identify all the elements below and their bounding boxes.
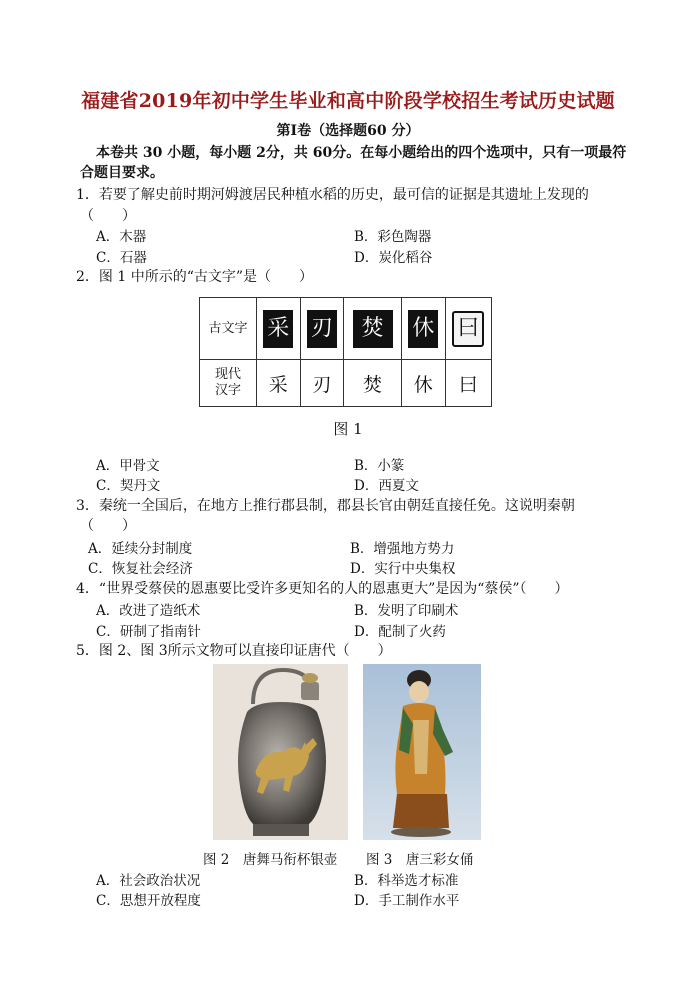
ancient-glyph-image: 刃 [307,310,337,348]
q5-option-d[interactable]: D．手工制作水平 [354,893,460,909]
question-text: 若要了解史前时期河姆渡居民种植水稻的历史，最可信的证据是其遗址上发现的 [98,187,589,203]
question-text: “世界受蔡侯的恩惠要比受许多更知名的人的恩惠更大”是因为“蔡侯”（ ） [98,581,569,597]
ancient-glyph-cell [401,298,445,360]
exam-title: 福建省2019年初中学生毕业和高中阶段学校招生考试历史试题 [81,90,615,112]
modern-char-cell: 曰 [445,360,491,407]
question-number: 3． [76,498,99,514]
q5-option-b[interactable]: B．科举选才标准 [354,873,459,889]
q4-option-c[interactable]: C．研制了指南针 [96,624,201,640]
q4-option-d[interactable]: D．配制了火药 [354,624,446,640]
q1-option-d[interactable]: D．炭化稻谷 [354,250,433,266]
figure-2-silver-pot-image [213,664,348,840]
q1-option-a[interactable]: A．木器 [96,229,147,245]
modern-char-cell: 休 [401,360,445,407]
question-1-stem-line2: （ ） [80,208,136,224]
row-label-line: 汉字 [214,383,241,398]
q4-option-a[interactable]: A．改进了造纸术 [96,603,201,619]
ancient-glyph-image: 曰 [452,311,484,347]
ancient-glyph-image: 休 [408,310,438,348]
figure-2-caption: 图 2 唐舞马衔杯银壶 [203,852,338,868]
question-3-stem [76,495,575,515]
q1-option-c[interactable]: C．石器 [96,250,147,266]
question-4-stem [76,578,569,598]
q3-option-a[interactable]: A．延续分封制度 [88,541,193,557]
question-text: 图 2、图 3所示文物可以直接印证唐代（ ） [98,643,392,659]
ancient-glyph-cell [344,298,402,360]
table-row-label-ancient: 古文字 [200,298,257,360]
row-label-line: 现代 [214,367,241,382]
figure-3-figurine-image [363,664,481,840]
q3-option-d[interactable]: D．实行中央集权 [350,561,456,577]
question-1-stem [76,184,589,204]
question-number: 5． [76,643,99,659]
modern-char-cell: 焚 [344,360,402,407]
question-number: 4． [76,581,99,597]
figure-1-character-table [199,297,492,407]
figure-1-caption: 图 1 [333,420,363,438]
modern-char-cell: 刃 [300,360,344,407]
ancient-glyph-cell [445,298,491,360]
ancient-glyph-cell [257,298,301,360]
ancient-glyph-image: 焚 [353,310,393,348]
figure-3-caption: 图 3 唐三彩女俑 [366,852,474,868]
q2-option-b[interactable]: B．小篆 [354,458,405,474]
ancient-glyph-image: 采 [263,310,293,348]
q1-option-b[interactable]: B．彩色陶器 [354,229,432,245]
question-number: 2． [76,269,99,285]
q3-option-b[interactable]: B．增强地方势力 [350,541,455,557]
silver-pot-illustration [213,664,348,840]
q4-option-b[interactable]: B．发明了印刷术 [354,603,459,619]
question-2-stem [76,266,313,286]
question-text: 图 1 中所示的“古文字”是（ ） [98,269,314,285]
q2-option-d[interactable]: D．西夏文 [354,478,419,494]
q2-option-c[interactable]: C．契丹文 [96,478,161,494]
modern-char-cell: 采 [257,360,301,407]
q2-option-a[interactable]: A．甲骨文 [96,458,160,474]
section-instruction-line2: 合题目要求。 [80,165,164,181]
q5-option-c[interactable]: C．思想开放程度 [96,893,201,909]
question-number: 1． [76,187,99,203]
figurine-illustration [363,664,481,840]
question-5-stem [76,640,392,660]
ancient-glyph-cell [300,298,344,360]
q3-option-c[interactable]: C．恢复社会经济 [88,561,193,577]
question-text: 秦统一全国后，在地方上推行郡县制，郡县长官由朝廷直接任免。这说明秦朝 [98,498,575,514]
q5-option-a[interactable]: A．社会政治状况 [96,873,201,889]
section-heading: 第Ⅰ卷（选择题60 分） [276,123,420,139]
table-row-label-modern [200,360,257,407]
question-3-stem-line2: （ ） [80,518,136,534]
section-instruction-line1: 本卷共 30 小题，每小题 2分，共 60分。在每小题给出的四个选项中，只有一项最符 [96,145,627,161]
